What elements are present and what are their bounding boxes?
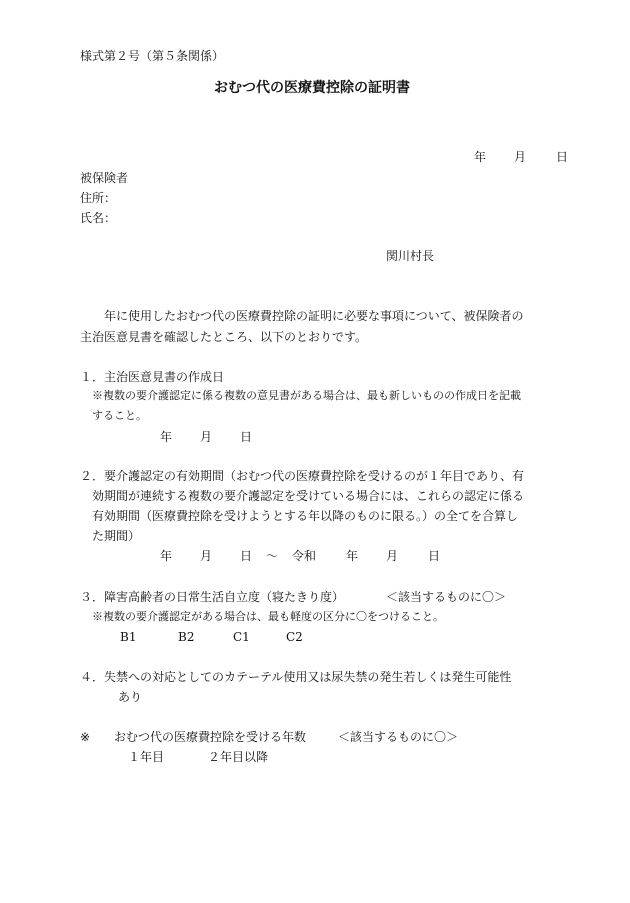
item2-to-month: 月 bbox=[386, 549, 399, 563]
years-heading: おむつ代の医療費控除を受ける年数 bbox=[114, 730, 307, 744]
item3-option-b1: B1 bbox=[120, 630, 137, 644]
item3-note: ※複数の要介護認定がある場合は、最も軽度の区分に〇をつけること。 bbox=[92, 610, 444, 623]
item2-era: 令和 bbox=[292, 549, 317, 563]
issuer: 関川村長 bbox=[386, 249, 435, 263]
issue-date-year: 年 bbox=[474, 150, 487, 164]
item3-instruction: ＜該当するものに〇＞ bbox=[386, 590, 507, 604]
years-instruction: ＜該当するものに〇＞ bbox=[338, 730, 459, 744]
years-options bbox=[0, 751, 630, 765]
address-label: 住所： bbox=[80, 191, 117, 205]
insured-heading: 被保険者 bbox=[80, 171, 129, 185]
issue-date-month: 月 bbox=[514, 150, 527, 164]
item2-line-1: ２．要介護認定の有効期間（おむつ代の医療費控除を受けるのが１年目であり、有 bbox=[80, 469, 525, 483]
item2-line-4: た期間） bbox=[92, 529, 141, 543]
intro-line-1: 年に使用したおむつ代の医療費控除の証明に必要な事項について、被保険者の bbox=[104, 309, 524, 323]
item2-period bbox=[0, 550, 630, 564]
item1-day: 日 bbox=[240, 430, 253, 444]
item3-options bbox=[0, 631, 630, 645]
item2-to-day: 日 bbox=[428, 549, 441, 563]
item3-heading: ３．障害高齢者の日常生活自立度（寝たきり度） bbox=[80, 590, 345, 604]
item2-tilde: ～ bbox=[266, 549, 279, 563]
intro-line-2: 主治医意見書を確認したところ、以下のとおりです。 bbox=[80, 330, 368, 344]
item1-year: 年 bbox=[160, 430, 173, 444]
item2-from-month: 月 bbox=[200, 549, 213, 563]
form-number: 様式第２号（第５条関係） bbox=[80, 49, 225, 63]
item1-month: 月 bbox=[200, 430, 213, 444]
item4-answer: あり bbox=[118, 690, 143, 704]
item2-line-2: 効期間が連続する複数の要介護認定を受けている場合には、これらの認定に係る bbox=[92, 489, 525, 503]
years-mark: ※ bbox=[80, 730, 91, 744]
item4-heading: ４．失禁への対応としてのカテーテル使用又は尿失禁の発生若しくは発生可能性 bbox=[80, 670, 512, 684]
years-option-first: １年目 bbox=[128, 750, 165, 764]
item2-from-year: 年 bbox=[160, 549, 173, 563]
page-title: おむつ代の医療費控除の証明書 bbox=[214, 80, 410, 96]
item3-option-b2: B2 bbox=[178, 630, 195, 644]
years-option-second: ２年目以降 bbox=[208, 750, 269, 764]
item1-heading: １．主治医意見書の作成日 bbox=[80, 370, 225, 384]
name-label: 氏名： bbox=[80, 211, 117, 225]
item1-note-line-1: ※複数の要介護認定に係る複数の意見書がある場合は、最も新しいものの作成日を記載 bbox=[92, 389, 521, 402]
item3-option-c2: C2 bbox=[286, 630, 303, 644]
item2-from-day: 日 bbox=[240, 549, 253, 563]
item1-note-line-2: すること。 bbox=[92, 409, 147, 422]
item1-date bbox=[0, 431, 630, 445]
item2-to-year: 年 bbox=[346, 549, 359, 563]
item2-line-3: 有効期間（医療費控除を受けようとする年以降のものに限る。）の全てを合算し bbox=[92, 509, 519, 523]
issue-date bbox=[0, 151, 630, 165]
issue-date-day: 日 bbox=[556, 150, 569, 164]
item3-option-c1: C1 bbox=[233, 630, 250, 644]
